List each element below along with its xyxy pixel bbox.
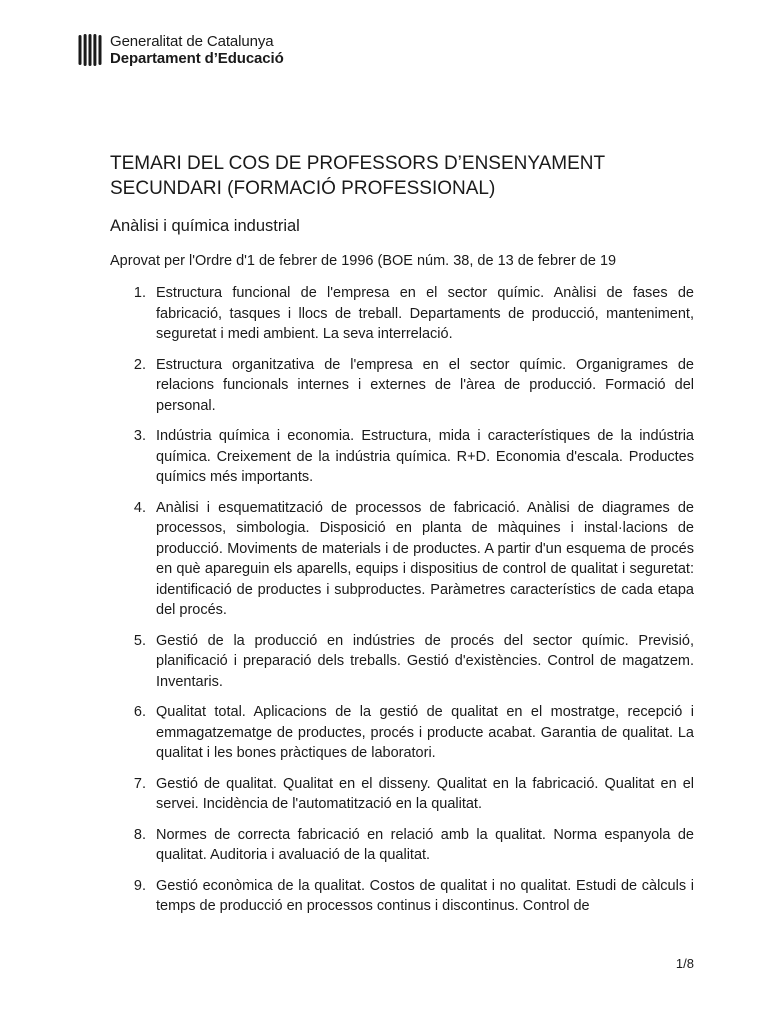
topic-item <box>110 774 694 815</box>
topic-text: Gestió de qualitat. Qualitat en el disseny. Qualitat en la fabricació. Qualitat en el servei. Incidència de l'automatització en la qualitat. <box>156 775 694 812</box>
topic-text: Estructura funcional de l'empresa en el sector químic. Anàlisi de fases de fabricació, tasques i llocs de treball. Departaments de producció, manteniment, seguretat i medi ambient. La seva interrelació. <box>156 285 694 342</box>
organization-text <box>110 33 284 67</box>
topic-number: 6. <box>133 704 146 720</box>
topic-text: Gestió de la producció en indústries de procés del sector químic. Previsió, planificació i preparació dels treballs. Gestió d'existències. Control de magatzem. Inventaris. <box>156 632 694 690</box>
topic-number: 1. <box>133 285 146 301</box>
topic-item <box>110 702 694 764</box>
topic-number: 7. <box>133 775 146 792</box>
topic-number: 4. <box>133 499 146 516</box>
topic-text: Qualitat total. Aplicacions de la gestió de qualitat en el mostratge, recepció i emmagatzematge de productes, procés i producte acabat. Garantia de qualitat. La qualitat i les bones pràctiques de laboratori. <box>156 704 694 761</box>
topic-text: Indústria química i economia. Estructura, mida i característiques de la indústria química. Creixement de la indústria química. R+D. Economia d'escala. Productes químics més importants. <box>156 428 694 485</box>
topic-item <box>110 876 694 917</box>
topic-text: Estructura organitzativa de l'empresa en el sector químic. Organigrames de relacions funcionals internes i externes de l'àrea de producció. Formació del personal. <box>156 356 694 414</box>
topic-text: Gestió econòmica de la qualitat. Costos de qualitat i no qualitat. Estudi de càlculs i temps de producció en processos continus i discontinus. Control de <box>156 877 694 914</box>
topic-item <box>110 426 694 488</box>
document-subtitle: Anàlisi i química industrial <box>110 217 300 235</box>
topic-item <box>110 825 694 866</box>
topic-number: 5. <box>133 632 146 649</box>
topic-number: 2. <box>133 356 146 373</box>
topic-list <box>110 283 694 927</box>
topic-number: 8. <box>133 826 146 843</box>
topic-item <box>110 498 694 621</box>
topic-number: 3. <box>133 428 146 444</box>
page-number: 1/8 <box>675 956 694 971</box>
document-header <box>78 33 284 67</box>
approval-note: Aprovat per l'Ordre d'1 de febrer de 1996 (BOE núm. 38, de 13 de febrer de 19 <box>110 253 617 269</box>
document-title: TEMARI DEL COS DE PROFESSORS D’ENSENYAMENT SECUNDARI (FORMACIÓ PROFESSIONAL) <box>110 153 605 199</box>
topic-text: Anàlisi i esquematització de processos de fabricació. Anàlisi de diagrames de processos, simbologia. Disposició en planta de màquines i instal·lacions de producció. Moviments de materials i de productes. A partir d'un esquema de procés en què apareguin els aparells, equips i dispositius de control de qualitat i seguretat: identificació de productes i subproductes. Paràmetres característics de cada etapa del procés. <box>156 499 694 618</box>
topic-item <box>110 283 694 345</box>
organization-name: Generalitat de Catalunya <box>110 33 274 50</box>
topic-item <box>110 355 694 417</box>
topic-text: Normes de correcta fabricació en relació amb la qualitat. Norma espanyola de qualitat. Auditoria i avaluació de la qualitat. <box>156 826 694 863</box>
generalitat-stripes-logo-icon <box>78 34 102 66</box>
topic-number: 9. <box>133 877 146 894</box>
topic-item <box>110 631 694 693</box>
department-name: Departament d’Educació <box>110 50 284 67</box>
